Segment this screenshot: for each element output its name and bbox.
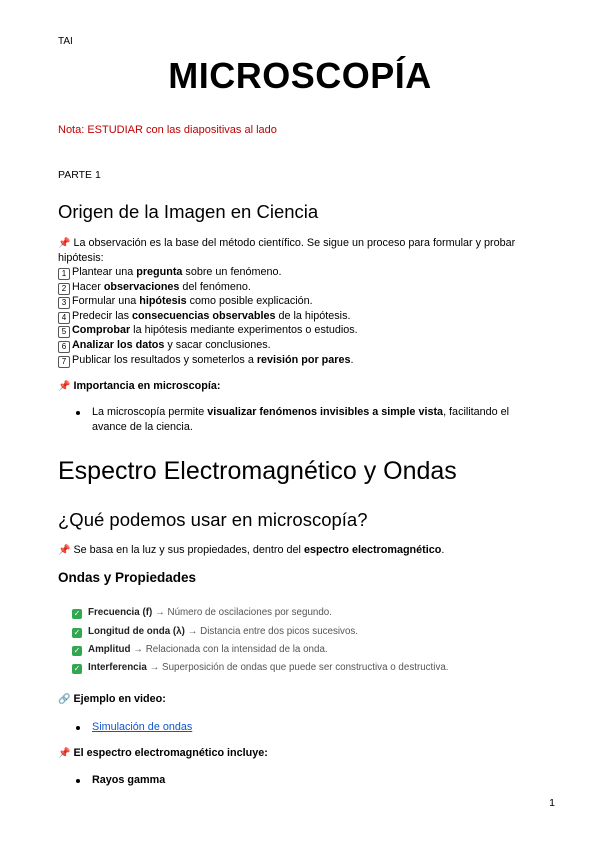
study-note: Nota: ESTUDIAR con las diapositivas al lado	[58, 124, 277, 136]
keycap-number-icon: 2	[58, 283, 70, 295]
list-item: 5 Comprobar la hipótesis mediante experimentos o estudios.	[58, 323, 358, 338]
pushpin-icon: 📌	[58, 545, 71, 556]
bullet-icon	[76, 411, 80, 415]
video-link[interactable]: Simulación de ondas	[92, 721, 193, 733]
page-title: MICROSCOPÍA	[168, 55, 432, 96]
importance-text: La microscopía permite visualizar fenómenos invisibles a simple vista, facilitando el avance de la ciencia.	[92, 406, 510, 433]
list-item: 4 Predecir las consecuencias observables de la hipótesis.	[58, 309, 350, 324]
keycap-number-icon: 4	[58, 312, 70, 324]
basis-paragraph: 📌 Se basa en la luz y sus propiedades, dentro del espectro electromagnético.	[58, 544, 445, 556]
property-item: ✓ Frecuencia (f) → Número de oscilaciones por segundo.	[73, 607, 332, 618]
intro-text-cont: hipótesis:	[58, 252, 104, 264]
list-item: 3 Formular una hipótesis como posible explicación.	[58, 294, 313, 309]
subheading-microscopia: ¿Qué podemos usar en microscopía?	[58, 509, 368, 530]
checkmark-icon: ✓	[73, 628, 81, 637]
pushpin-icon: 📌	[58, 238, 71, 249]
list-item: 2 Hacer observaciones del fenómeno.	[58, 280, 251, 295]
bullet-icon	[76, 779, 80, 783]
pushpin-icon: 📌	[58, 381, 71, 392]
keycap-number-icon: 6	[58, 341, 70, 353]
keycap-number-icon: 3	[58, 297, 70, 309]
waves-heading: Ondas y Propiedades	[58, 570, 197, 585]
link-icon: 🔗	[58, 694, 71, 705]
video-label: 🔗 Ejemplo en video:	[58, 693, 166, 705]
checkmark-icon: ✓	[73, 646, 81, 655]
list-item: 1 Plantear una pregunta sobre un fenómeno.	[58, 265, 281, 280]
property-item: ✓ Interferencia → Superposición de ondas que puede ser constructiva o destructiva.	[73, 662, 449, 673]
pushpin-icon: 📌	[58, 748, 71, 759]
checkmark-icon: ✓	[73, 609, 81, 618]
keycap-number-icon: 7	[58, 356, 70, 368]
importance-label: 📌 Importancia en microscopía:	[58, 380, 221, 392]
section-heading-espectro: Espectro Electromagnético y Ondas	[58, 457, 457, 485]
property-item: ✓ Amplitud → Relacionada con la intensidad de la onda.	[73, 644, 328, 655]
part-label: PARTE 1	[58, 169, 101, 181]
bullet-icon	[76, 726, 80, 730]
keycap-number-icon: 1	[58, 268, 70, 280]
keycap-number-icon: 5	[58, 326, 70, 338]
section-heading-origen: Origen de la Imagen en Ciencia	[58, 201, 319, 222]
list-item: Rayos gamma	[92, 774, 166, 786]
intro-paragraph	[58, 236, 558, 266]
list-item: 6 Analizar los datos y sacar conclusiones.	[58, 338, 271, 353]
list-item: 7 Publicar los resultados y someterlos a revisión por pares.	[58, 353, 353, 368]
document-header-label: TAI	[58, 36, 73, 47]
page-number: 1	[549, 797, 555, 809]
property-item: ✓ Longitud de onda (λ) → Distancia entre dos picos sucesivos.	[73, 626, 359, 637]
checkmark-icon: ✓	[73, 664, 81, 673]
spectrum-label: 📌 El espectro electromagnético incluye:	[58, 747, 268, 759]
intro-text: La observación es la base del método científico. Se sigue un proceso para formular y probar	[73, 237, 516, 249]
